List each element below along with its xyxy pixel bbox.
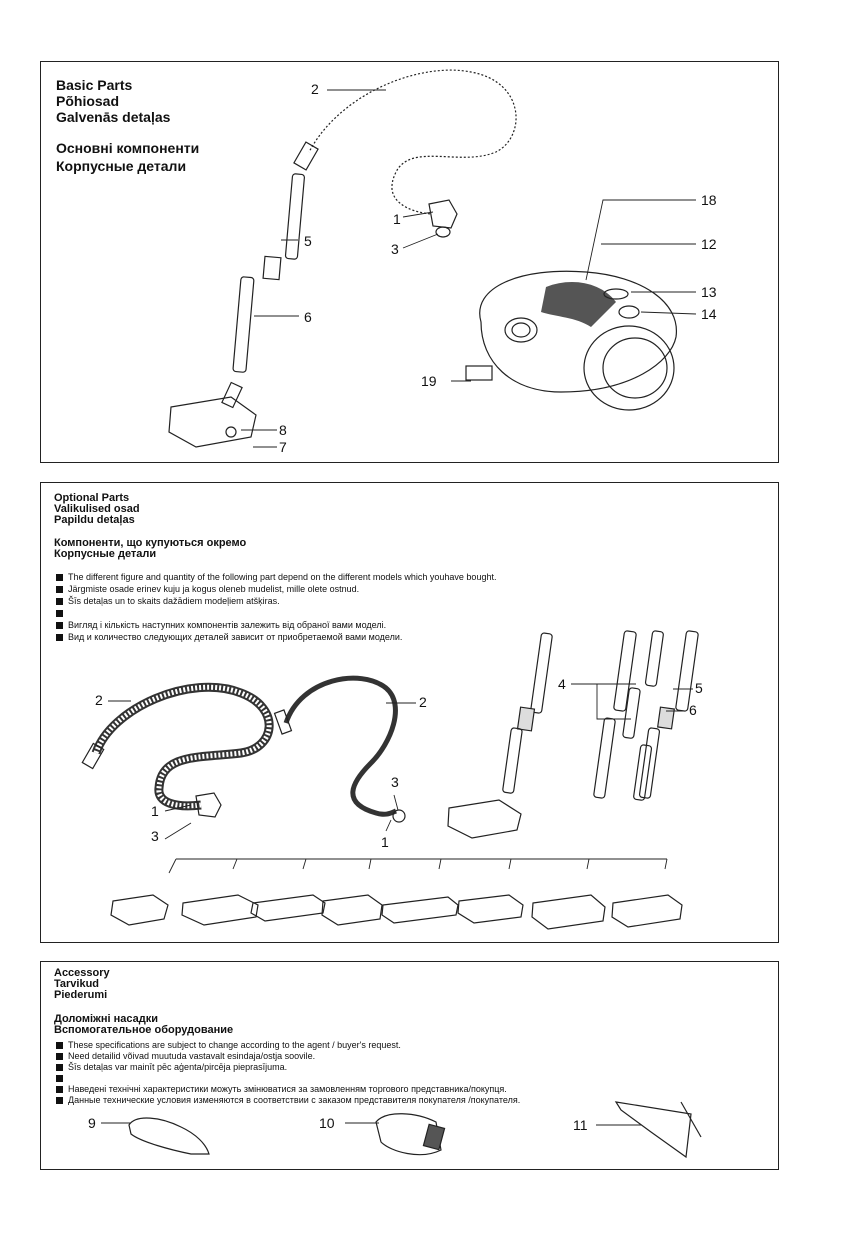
accessory-callout-11: 11 (573, 1117, 588, 1133)
accessory-callout-9: 9 (88, 1115, 96, 1131)
hose-b-drawing (275, 678, 405, 822)
basic-parts-illustration (41, 62, 780, 464)
callout-2: 2 (311, 81, 319, 97)
basic-title-lv: Galvenās detaļas (56, 109, 171, 125)
basic-title-en: Basic Parts (56, 77, 133, 93)
optional-note-et: Järgmiste osade erinev kuju ja kogus oleneb mudelist, mille olete ostnud. (56, 584, 359, 594)
basic-title-uk: Основнi компоненти (56, 140, 200, 156)
callout-19: 19 (421, 373, 437, 389)
optional-parts-panel (40, 482, 779, 943)
optional-note-lv: Šīs detaļas un to skaits dažādiem modeļiem atšķiras. (56, 596, 280, 606)
optional-parts-illustration (41, 483, 780, 944)
floor-nozzle-drawing (169, 382, 256, 447)
accessory-title-lv: Piederumi (54, 989, 108, 1001)
callout-6: 6 (304, 309, 312, 325)
optional-callout-3b: 3 (391, 774, 399, 790)
basic-title-et: Põhiosad (56, 93, 120, 109)
optional-title-uk: Компоненти, що купуються окремо (54, 537, 247, 549)
optional-callout-2b: 2 (419, 694, 427, 710)
optional-callout-5: 5 (695, 680, 703, 696)
optional-callout-2a: 2 (95, 692, 103, 708)
tube-set-drawing (502, 631, 698, 801)
basic-parts-panel (40, 61, 779, 463)
accessory-illustration (41, 962, 780, 1171)
crevice-tool-drawing (129, 1118, 209, 1154)
optional-callout-1b: 1 (381, 834, 389, 850)
optional-note-ru: Вид и количество следующих деталей зависит от приобретаемой вами модели. (56, 632, 402, 642)
optional-callout-1a: 1 (151, 803, 159, 819)
callout-5: 5 (304, 233, 312, 249)
hose-a-drawing (82, 687, 269, 817)
optional-title-ru: Корпусные детали (54, 548, 157, 560)
callout-3: 3 (391, 241, 399, 257)
accessory-note-et: Need detailid võivad muutuda vastavalt esindaja/ostja soovile. (56, 1051, 315, 1061)
optional-callout-4: 4 (558, 676, 566, 692)
accessory-title-uk: Доломiжнi насадки (54, 1013, 158, 1025)
nozzle-bracket (169, 859, 667, 873)
callout-1: 1 (393, 211, 401, 227)
hose-drawing (294, 70, 516, 237)
callout-13: 13 (701, 284, 717, 300)
accessory-title-et: Tarvikud (54, 978, 100, 990)
callout-18: 18 (701, 192, 717, 208)
callout-14: 14 (701, 306, 717, 322)
optional-callout-6: 6 (689, 702, 697, 718)
optional-note-en: The different figure and quantity of the following part depend on the different models which youhave bought. (56, 572, 496, 582)
optional-callout-3a: 3 (151, 828, 159, 844)
callout-12: 12 (701, 236, 717, 252)
optional-title-lv: Papildu detaļas (54, 514, 135, 526)
accessory-callout-10: 10 (319, 1115, 335, 1131)
callout-7: 7 (279, 439, 287, 455)
accessory-note-uk: Наведені технічні характеристики можуть змінюватися за замовленням торгового представника/покупця. (56, 1084, 507, 1094)
accessory-note-ru: Данные технические условия изменяются в соответствии с заказом представителя покупателя /покупателя. (56, 1095, 520, 1105)
upholstery-tool-drawing (616, 1102, 691, 1157)
tube-drawing (233, 174, 305, 373)
optional-title-et: Valikulised osad (54, 503, 140, 515)
callout-8: 8 (279, 422, 287, 438)
accessory-note-en: These specifications are subject to change according to the agent / buyer's request. (56, 1040, 401, 1050)
accessory-title-en: Accessory (54, 967, 110, 979)
accessory-note-lv: Šīs detaļas var mainīt pēc aģenta/pircēja pieprasījuma. (56, 1062, 287, 1072)
accessory-title-ru: Вспомогательное оборудование (54, 1024, 234, 1036)
optional-note-uk: Вигляд і кількість наступних компонентів залежить від обраної вами моделі. (56, 620, 386, 630)
basic-title-ru: Корпусные детали (56, 158, 187, 174)
accessory-panel (40, 961, 779, 1170)
nozzle-row (111, 895, 682, 929)
optional-title-en: Optional Parts (54, 492, 130, 504)
optional-floor-nozzle-drawing (448, 800, 521, 838)
